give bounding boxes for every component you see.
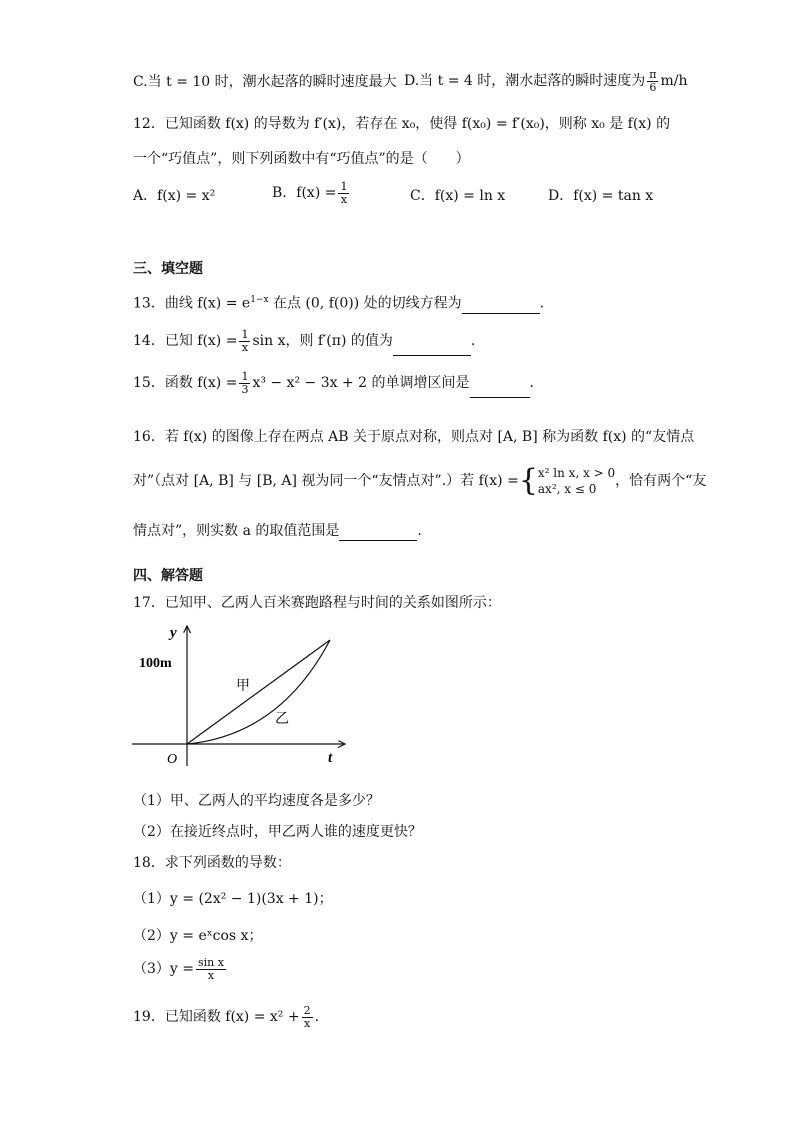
q12-option-b-fraction: $\frac{1}{x}$ <box>340 179 348 206</box>
q17-sub2: （2）在接近终点时，甲乙两人谁的速度更快？ <box>133 824 422 840</box>
section-heading-solve: 四、解答题 <box>133 568 203 584</box>
q15-suffix: x³ − x² − 3x + 2 的单调增区间是 <box>252 375 470 391</box>
q13 <box>133 290 544 314</box>
x-axis-label: t <box>328 750 333 766</box>
q15-end: ． <box>529 375 544 391</box>
q14-suffix: sin x，则 f′(π) 的值为 <box>252 333 393 349</box>
q18-sub2: （2）y = eˣcos x； <box>133 928 263 944</box>
q16-line2-prefix: 对”（点对 [A, B] 与 [B, A] 视为同一个“友情点对”.）若 f(x) = <box>133 473 519 489</box>
curve-jia <box>187 640 330 744</box>
q18-stem: 18．求下列函数的导数： <box>133 855 291 871</box>
q12-option-c: C．f(x) = ln x <box>410 188 506 204</box>
q16-line3-text: 情点对”，则实数 a 的取值范围是 <box>133 523 340 539</box>
q18-sub1: （1）y = (2x² − 1)(3x + 1)； <box>133 891 333 907</box>
q12-stem-line2: 一个“巧值点”，则下列函数中有“巧值点”的是（ ） <box>133 151 470 167</box>
y-axis-label: y <box>170 625 177 641</box>
q13-prefix: 13．曲线 f(x) = e <box>133 295 251 312</box>
q15-prefix: 15．函数 f(x) = <box>133 375 238 391</box>
q15 <box>133 368 544 398</box>
q19 <box>133 1002 319 1032</box>
section-heading-fill-in: 三、填空题 <box>133 261 203 277</box>
q16-line1: 16．若 f(x) 的图像上存在两点 AB 关于原点对称，则点对 [A, B] 称为函数 f(x) 的“友情点 <box>133 429 695 445</box>
q19-fraction: $\frac{2}{x}$ <box>303 1003 311 1030</box>
q16-line2 <box>133 463 706 499</box>
q13-suffix: 在点 (0, f(0)) 处的切线方程为 <box>268 295 462 312</box>
q14-answer-blank[interactable] <box>393 339 471 356</box>
q12-option-d: D．f(x) = tan x <box>548 188 654 204</box>
q14-prefix: 14．已知 f(x) = <box>133 333 238 349</box>
q16-case2: ax², x ≤ 0 <box>537 482 597 496</box>
q11-option-d-fraction: $\frac{\pi}{6}$ <box>649 67 657 94</box>
q13-end: . <box>539 295 545 312</box>
q13-answer-blank[interactable] <box>462 297 540 314</box>
q11-option-d-unit: m/h <box>660 73 688 89</box>
q16-brace: { <box>518 463 538 498</box>
q17-stem: 17．已知甲、乙两人百米赛跑路程与时间的关系如图所示： <box>133 595 501 611</box>
q14-fraction: $\frac{1}{x}$ <box>241 327 249 354</box>
q19-prefix: 19．已知函数 f(x) = x² + <box>133 1009 300 1025</box>
y-mark-label: 100m <box>139 656 172 671</box>
q11-option-c: C.当 t = 10 时，潮水起落的瞬时速度最大 <box>133 74 397 90</box>
q17-graph <box>130 620 355 770</box>
q13-exponent: 1−x <box>250 295 269 305</box>
q12-option-a: A．f(x) = x² <box>133 188 216 204</box>
origin-label: O <box>167 752 178 767</box>
q11-option-d-text: D.当 t = 4 时，潮水起落的瞬时速度为 <box>404 73 646 89</box>
q15-answer-blank[interactable] <box>470 381 530 398</box>
q18-sub3-prefix: （3）y = <box>133 961 194 977</box>
q16-case1: x² ln x, x > 0 <box>537 466 616 480</box>
curve-yi-label: 乙 <box>275 711 289 727</box>
q12-option-b-text: B．f(x) = <box>272 185 337 201</box>
q19-end: . <box>314 1009 320 1025</box>
q16-line2-suffix: ，恰有两个“友 <box>615 473 707 489</box>
q18-sub3 <box>133 954 228 984</box>
q12-stem-line1: 12．已知函数 f(x) 的导数为 f′(x)，若存在 x₀，使得 f(x₀) = f′(x₀)，则称 x₀ 是 f(x) 的 <box>133 116 671 132</box>
q14 <box>133 326 475 356</box>
q14-end: . <box>470 333 476 349</box>
q16-end: . <box>417 523 422 539</box>
q16-piecewise <box>538 465 615 497</box>
q11-option-d <box>404 66 688 96</box>
q17-sub1: （1）甲、乙两人的平均速度各是多少？ <box>133 793 380 809</box>
q16-answer-blank[interactable] <box>339 524 417 541</box>
curve-jia-label: 甲 <box>236 678 250 694</box>
q18-sub3-fraction: $\frac{\text{sin x}}{x}$ <box>198 955 224 982</box>
q16-line3 <box>133 521 422 541</box>
q15-fraction: $\frac{1}{3}$ <box>241 369 249 396</box>
q12-option-b <box>272 178 351 208</box>
